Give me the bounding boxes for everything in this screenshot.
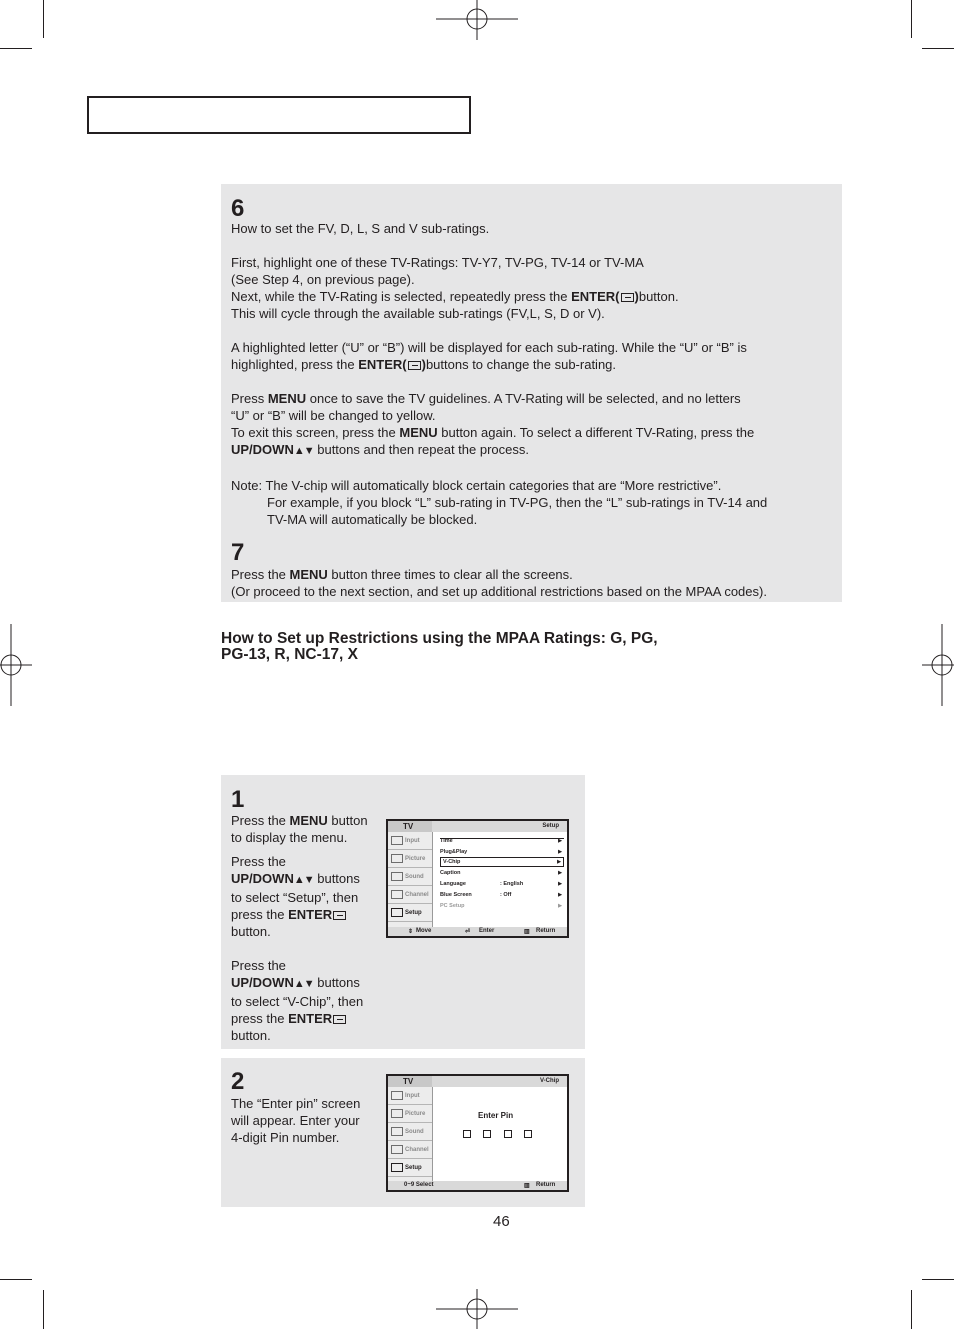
step-6-number: 6 [231, 195, 245, 222]
mpaa-step-1-number: 1 [231, 786, 245, 813]
side-item-setup [388, 904, 432, 922]
text-line: button. [231, 1028, 271, 1043]
note-line: For example, if you block “L” sub-rating in TV-PG, then the “L” sub-ratings in TV-14 and [267, 495, 768, 510]
text-run: press the [231, 1011, 289, 1026]
side-item-label: Input [405, 838, 420, 844]
text-line: to select “V-Chip”, then [231, 994, 364, 1009]
text-run: button three times to clear all the screens. [327, 567, 573, 582]
text-run: buttons [313, 871, 360, 886]
crop-mark [922, 1279, 954, 1280]
screen-title: Setup [542, 823, 559, 829]
text-run: Press the [231, 567, 290, 582]
note-line: Note: The V-chip will automatically block certain categories that are “More restrictive”. [231, 478, 722, 493]
text-line: (See Step 4, on previous page). [231, 272, 415, 287]
step-7-number: 7 [231, 539, 245, 566]
menu-item-value: : Off [500, 892, 512, 898]
enter-icon [333, 911, 346, 920]
arrow-right-icon: ▶ [558, 892, 562, 898]
menu-item-value: : English [500, 881, 524, 887]
text-line: The “Enter pin” screen [231, 1096, 361, 1111]
up-down-arrows-icon: ▲▼ [293, 874, 314, 886]
tv-screen-footer [388, 927, 567, 936]
crop-mark [922, 48, 954, 49]
up-down-arrows-icon: ▲▼ [293, 445, 314, 457]
side-item-label: Sound [405, 1129, 424, 1135]
text-run: Press [231, 391, 268, 406]
picture-icon [391, 854, 403, 863]
note-line: TV-MA will automatically be blocked. [267, 512, 478, 527]
picture-icon [391, 1109, 403, 1118]
tv-screen-footer [388, 1181, 567, 1190]
side-item-label: Sound [405, 874, 424, 880]
menu-item-blue-screen [440, 890, 564, 900]
side-item-label: Setup [405, 1165, 422, 1171]
text-line: Press the [231, 854, 286, 869]
menu-item-label: Caption [440, 870, 461, 876]
tv-side-menu [388, 1087, 433, 1181]
menu-item-language [440, 879, 564, 889]
crop-mark [43, 1290, 44, 1329]
menu-item-pc-setup [440, 901, 564, 911]
section-title-line: How to Set up Restrictions using the MPAA Ratings: G, PG, [221, 630, 658, 647]
arrow-right-icon: ▶ [557, 859, 561, 865]
menu-item-plugplay [440, 847, 564, 857]
text-run: highlighted, press the [231, 357, 359, 372]
text-run: button again. To select a different TV-Rating, press the [437, 425, 755, 440]
registration-mark-top [436, 0, 518, 40]
enter-label-close: ) [634, 289, 639, 304]
text-line: “U” or “B” will be changed to yellow. [231, 408, 436, 423]
text-line: 4-digit Pin number. [231, 1130, 340, 1145]
side-item-label: Picture [405, 1111, 426, 1117]
text-line: button. [231, 924, 271, 939]
registration-mark-bottom [436, 1289, 518, 1329]
side-item-label: Channel [405, 1147, 429, 1153]
text-line [231, 1010, 381, 1027]
screen-title: V-Chip [540, 1078, 559, 1084]
antenna-icon [391, 1145, 403, 1154]
step-7-text [231, 566, 836, 600]
text-line [231, 812, 381, 829]
mpaa-step-1-text [231, 812, 381, 1044]
return-hint: Return [536, 928, 556, 934]
tv-setup-screen [386, 819, 569, 938]
tv-enter-pin-screen [386, 1074, 569, 1192]
registration-mark-right [922, 624, 954, 706]
enter-hint-icon: ⏎ [465, 929, 471, 935]
menu-label: MENU [289, 813, 328, 828]
text-line: This will cycle through the available sub-ratings (FV,L, S, D or V). [231, 306, 605, 321]
text-run: buttons [313, 975, 360, 990]
speaker-icon [391, 1127, 403, 1136]
text-run: button [327, 813, 368, 828]
text-line: to display the menu. [231, 830, 348, 845]
text-line [231, 288, 836, 305]
side-item-setup [388, 1159, 432, 1177]
menu-item-label: PC Setup [440, 903, 465, 909]
side-item-picture [388, 850, 432, 868]
text-line: First, highlight one of these TV-Ratings: TV-Y7, TV-PG, TV-14 or TV-MA [231, 255, 644, 270]
select-hint: 0~9 Select [404, 1182, 434, 1188]
side-item-label: Channel [405, 892, 429, 898]
text-run: buttons and then repeat the process. [313, 442, 529, 457]
text-line [231, 356, 836, 373]
text-line [231, 974, 381, 993]
section-title-line: PG-13, R, NC-17, X [221, 646, 358, 663]
side-item-sound [388, 1123, 432, 1141]
up-down-arrows-icon: ▲▼ [293, 978, 314, 990]
enter-icon [408, 361, 421, 370]
text-line [231, 870, 381, 889]
menu-item-label: V-Chip [443, 859, 461, 865]
tv-label: TV [403, 822, 414, 831]
mpaa-step-2-text [231, 1095, 381, 1146]
text-line: Press the [231, 958, 286, 973]
text-line [231, 441, 836, 460]
mpaa-step-1-panel [221, 775, 585, 1049]
menu-label: MENU [399, 425, 438, 440]
text-run: button. [638, 289, 679, 304]
enter-label-close: ) [421, 357, 426, 372]
tv-side-menu [388, 832, 433, 927]
setup-icon [391, 1163, 403, 1172]
text-run: To exit this screen, press the [231, 425, 400, 440]
text-run: press the [231, 907, 289, 922]
menu-item-caption [440, 868, 564, 878]
registration-mark-left [0, 624, 32, 706]
arrow-right-icon: ▶ [558, 903, 562, 909]
enter-pin-heading: Enter Pin [478, 1111, 514, 1120]
text-run: buttons to change the sub-rating. [425, 357, 617, 372]
arrow-right-icon: ▶ [558, 881, 562, 887]
text-line: will appear. Enter your [231, 1113, 360, 1128]
up-down-label: UP/DOWN [231, 442, 294, 457]
text-line [231, 390, 836, 407]
tv-label: TV [403, 1077, 414, 1086]
mpaa-step-2-panel [221, 1058, 585, 1207]
tv-screen-header [388, 821, 567, 832]
text-line: to select “Setup”, then [231, 890, 359, 905]
side-item-sound [388, 868, 432, 886]
arrow-right-icon: ▶ [558, 849, 562, 855]
side-item-label: Setup [405, 910, 422, 916]
return-icon: ▥ [524, 1183, 530, 1189]
antenna-icon [391, 890, 403, 899]
pin-digit-box[interactable] [504, 1130, 512, 1138]
side-item-input [388, 832, 432, 850]
text-line: (Or proceed to the next section, and set up additional restrictions based on the MPAA codes). [231, 584, 767, 599]
pin-digit-box[interactable] [524, 1130, 532, 1138]
move-icon: ⇕ [408, 929, 414, 935]
menu-item-label: Blue Screen [440, 892, 472, 898]
steps-6-7-panel [221, 184, 842, 602]
text-line: A highlighted letter (“U” or “B”) will be displayed for each sub-rating. While the “U” or “B” is [231, 340, 747, 355]
return-icon: ▥ [524, 929, 530, 935]
side-item-input [388, 1087, 432, 1105]
crop-mark [0, 1279, 32, 1280]
side-item-channel [388, 1141, 432, 1159]
step-6-intro: How to set the FV, D, L, S and V sub-ratings. [231, 221, 490, 236]
menu-item-vchip [440, 857, 564, 867]
up-down-label: UP/DOWN [231, 871, 294, 886]
arrow-right-icon: ▶ [558, 838, 562, 844]
move-hint: Move [416, 928, 432, 934]
menu-label: MENU [289, 567, 328, 582]
enter-label: ENTER( [571, 289, 620, 304]
side-item-label: Picture [405, 856, 426, 862]
crop-mark [911, 1290, 912, 1329]
input-icon [391, 836, 403, 845]
pin-digit-box[interactable] [463, 1130, 471, 1138]
menu-item-label: Plug&Play [440, 849, 468, 855]
enter-icon [333, 1015, 346, 1024]
enter-label: ENTER [288, 907, 333, 922]
page-number: 46 [493, 1213, 510, 1230]
mpaa-step-2-number: 2 [231, 1068, 245, 1095]
crop-mark [43, 0, 44, 38]
menu-label: MENU [267, 391, 307, 406]
arrow-right-icon: ▶ [558, 870, 562, 876]
enter-icon [621, 293, 634, 302]
menu-item-label: Time [440, 838, 453, 844]
text-run: Next, while the TV-Rating is selected, repeatedly press the [231, 289, 572, 304]
text-run: Press the [231, 813, 290, 828]
text-line [231, 906, 381, 923]
header-title-box [87, 96, 471, 134]
crop-mark [0, 48, 32, 49]
pin-digit-box[interactable] [483, 1130, 491, 1138]
text-line [231, 566, 836, 583]
enter-label: ENTER [288, 1011, 333, 1026]
crop-mark [911, 0, 912, 38]
side-item-label: Input [405, 1093, 420, 1099]
return-hint: Return [536, 1182, 556, 1188]
side-item-channel [388, 886, 432, 904]
speaker-icon [391, 872, 403, 881]
text-run: once to save the TV guidelines. A TV-Rating will be selected, and no letters [306, 391, 741, 406]
menu-item-time [440, 836, 564, 846]
text-line [231, 424, 836, 441]
menu-item-label: Language [440, 881, 466, 887]
side-item-picture [388, 1105, 432, 1123]
enter-label: ENTER( [358, 357, 407, 372]
up-down-label: UP/DOWN [231, 975, 294, 990]
tv-screen-header [388, 1076, 567, 1087]
setup-icon [391, 908, 403, 917]
input-icon [391, 1091, 403, 1100]
step-6-text [231, 220, 836, 528]
section-title [221, 631, 821, 663]
enter-hint: Enter [479, 928, 495, 934]
